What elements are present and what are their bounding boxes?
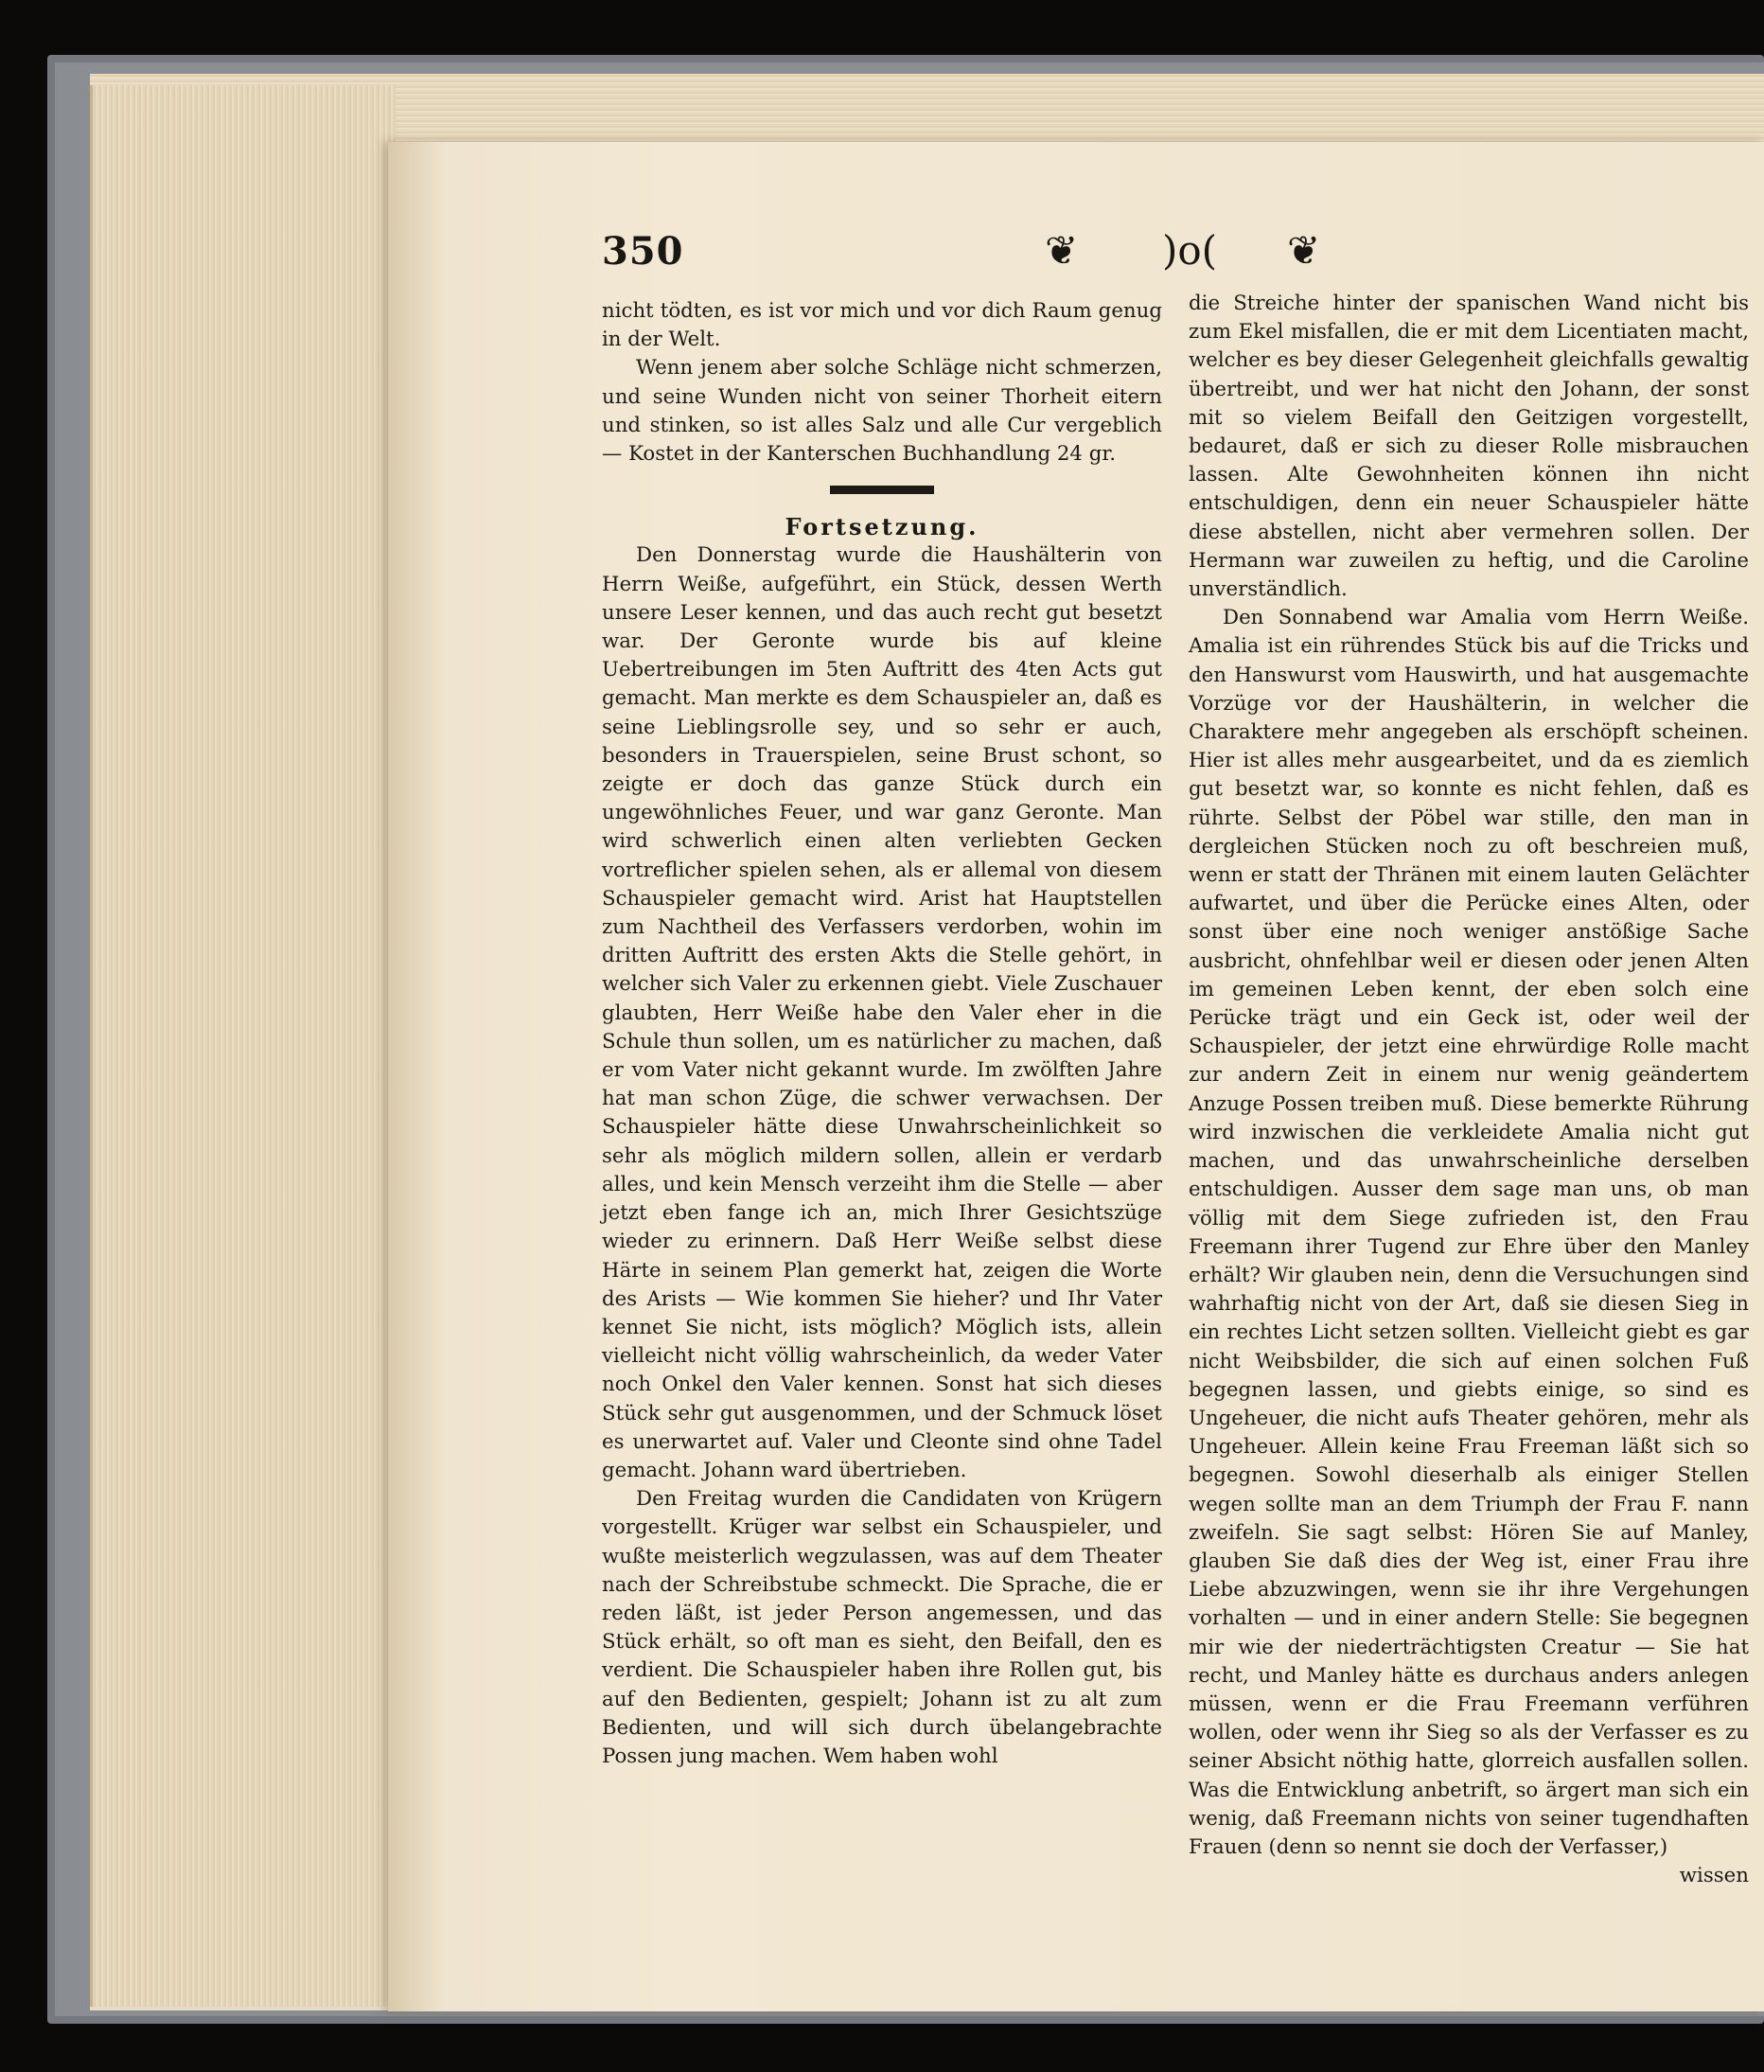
intro-line: nicht tödten, es ist vor mich und vor dich Raum genug in der Welt. [602,299,1162,352]
page-number: 350 [602,229,684,274]
paragraph-friday: Den Freitag wurden die Candidaten von Krügern vorgestellt. Krüger war selbst ein Schauspieler, und wußte meisterlich wegzulassen, was auf dem Theater nach der Schreibstube schmeckt. Die Sprache, die er reden läßt, ist jeder Person angemessen, und das Stück erhält, so oft man es sieht, den Beifall, den es verdient. Die Schauspieler haben ihre Rollen gut, bis auf den Bedienten, gespielt; Johann ist zu alt zum Bedienten, und will sich durch übelangebrachte Possen jung machen. Wem haben wohl [602,1487,1162,1768]
page-stack-side [90,85,396,2007]
centre-ornament: )o( [1162,227,1218,274]
paragraph-thursday: Den Donnerstag wurde die Haushälterin von Herrn Weiße, aufgeführt, ein Stück, dessen Werth unsere Leser kennen, und das auch recht gut besetzt war. Der Geronte wurde bis auf kleine Uebertreibungen im 5ten Auftritt des 4ten Acts gut gemacht. Man merkte es dem Schauspieler an, daß es seine Lieblingsrolle sey, und so sehr er auch, besonders in Trauerspielen, seine Brust schont, so zeigte er doch das ganze Stück durch ein ungewöhnliches Feuer, und war ganz Geronte. Man wird schwerlich einen alten verliebten Gecken vortreflicher spielen sehen, als er allemal von diesem Schauspieler gemacht wird. Arist hat Hauptstellen zum Nachtheil des Verfassers verdorben, wohin im dritten Auftritt des ersten Akts die Stelle gehört, in welcher sich Valer zu erkennen giebt. Viele Zuschauer glaubten, Herr Weiße habe den Valer eher in die Schule thun sollen, um es natürlicher zu machen, daß er vom Vater nicht gekannt wurde. Im zwölften Jahre hat man schon Züge, die schwer verwachsen. Der Schauspieler hätte diese Unwahrscheinlichkeit so sehr als möglich mildern sollen, allein er verdarb alles, und kein Mensch verzeiht ihm die Stelle — aber jetzt eben fange ich an, mich Ihrer Gesichtszüge wieder zu erinnern. Daß Herr Weiße selbst diese Härte in seinem Plan gemerkt hat, zeigen die Worte des Arists — Wie kommen Sie hieher? und Ihr Vater kennet Sie nicht, ists möglich? Möglich ists, allein vielleicht nicht völlig wahrscheinlich, da weder Vater noch Onkel den Valer kennen. Sonst hat sich dieses Stück sehr gut ausgenommen, und der Schmuck löset es unerwartet auf. Valer und Cleonte sind ohne Tadel gemacht. Johann ward übertrieben. [602,543,1162,1482]
page-header [602,225,1738,282]
fleuron-ornament-right: ❦ [1287,227,1321,274]
catchword: wissen [1679,1864,1749,1888]
paragraph-continued: die Streiche hinter der spanischen Wand nicht bis zum Ekel misfallen, die er mit dem Licentiaten macht, welcher es bey dieser Gelegenheit gleichfalls gewaltig übertreibt, und wer hat nicht den Johann, der sonst mit so vielem Beifall den Geitzigen vorgestellt, bedauret, daß er sich zu dieser Rolle misbrauchen lassen. Alte Gewohnheiten können ihn nicht entschuldigen, denn ein neuer Schauspieler hätte diese abstellen, nicht aber vermehren sollen. Der Hermann war zuweilen zu heftig, und die Caroline unverständlich. [1189,292,1749,602]
intro-paragraph: Wenn jenem aber solche Schläge nicht schmerzen, und seine Wunden nicht von seiner Thorheit eitern und stinken, so ist alles Salz und alle Cur vergeblich — Kostet in der Kanterschen Buchhandlung 24 gr. [602,356,1162,467]
right-column [1189,290,1749,1890]
fleuron-ornament-left: ❦ [1045,227,1079,274]
section-heading: Fortsetzung. [785,513,979,541]
left-column [602,297,1162,1771]
section-divider-rule [830,486,934,494]
paragraph-saturday: Den Sonnabend war Amalia vom Herrn Weiße. Amalia ist ein rührendes Stück bis auf die Tricks und den Hanswurst vom Hauswirth, und hat ausgemachte Vorzüge vor der Haushälterin, in welcher die Charaktere mehr angegeben als erschöpft scheinen. Hier ist alles mehr ausgearbeitet, und da es ziemlich gut besetzt war, so konnte es nicht fehlen, daß es rührte. Selbst der Pöbel war stille, den man in dergleichen Stücken noch zu oft beschreien muß, wenn er statt der Thränen mit einem lauten Gelächter aufwartet, und über die Perücke eines Alten, oder sonst über eine noch weniger anstößige Sache ausbricht, ohnfehlbar weil er diesen oder jenen Alten im gemeinen Leben kennt, der eben solch eine Perücke trägt und ein Geck ist, oder weil der Schauspieler, der jetzt eine ehrwürdige Rolle macht zur andern Zeit in einem nur wenig geändertem Anzuge Possen treiben muß. Diese bemerkte Rührung wird inzwischen die verkleidete Amalia nicht gut machen, und das unwahrscheinliche derselben entschuldigen. Ausser dem sage man uns, ob man völlig mit dem Siege zufrieden ist, den Frau Freemann ihrer Tugend zur Ehre über den Manley erhält? Wir glauben nein, denn die Versuchungen sind wahrhaftig nicht von der Art, daß sie diesen Sieg in ein rechtes Licht setzen sollten. Vielleicht giebt es gar nicht Weibsbilder, die sich auf einen solchen Fuß begegnen lassen, und giebts einige, so sind es Ungeheuer, die nicht aufs Theater gehören, mehr als Ungeheuer. Allein keine Frau Freeman läßt sich so begegnen. Sowohl dieserhalb als einiger Stellen wegen sollte man an dem Triumph der Frau F. nann zweifeln. Sie sagt selbst: Hören Sie auf Manley, glauben Sie daß dies der Weg ist, einer Frau ihre Liebe abzuzwingen, wenn sie ihr ihre Vergehungen vorhalten — und in einer andern Stelle: Sie begegnen mir wie der niederträchtigsten Creatur — Sie hat recht, und Manley hätte es durchaus anders anlegen müssen, wenn er die Frau Freemann verführen wollen, oder wenn ihr Sieg so als der Verfasser es zu seiner Absicht nöthig hatte, glorreich ausfallen sollen. Was die Entwicklung anbetrift, so ärgert man sich ein wenig, daß Freemann nichts von seiner tugendhaften Frauen (denn so nennt sie doch der Verfasser,) [1189,606,1749,1859]
